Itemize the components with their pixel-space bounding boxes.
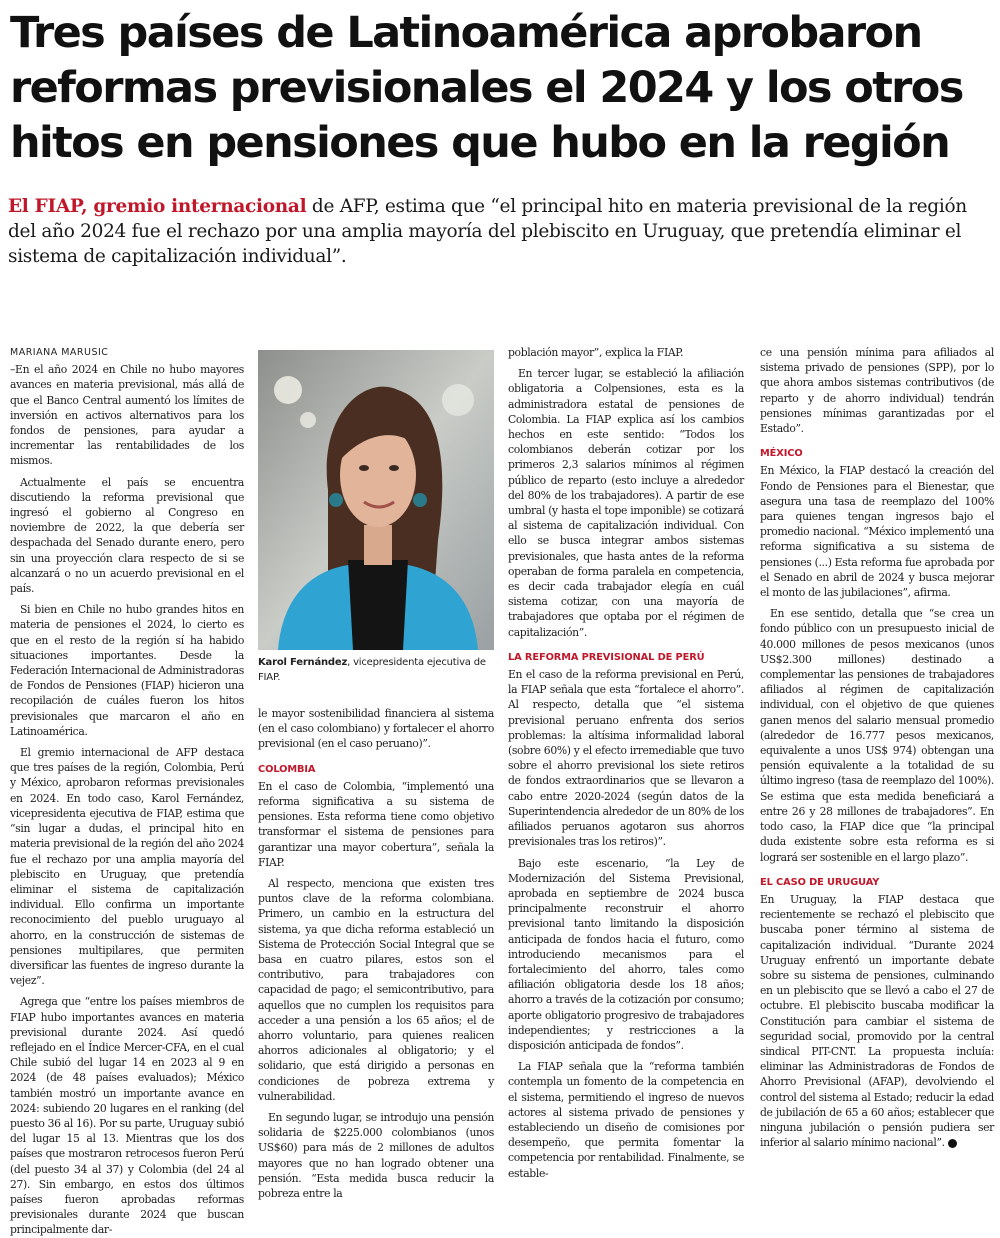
- headline: Tres países de Latinoamérica aprobaron reformas previsionales el 2024 y los otros hitos en pensiones que hubo en la región: [10, 8, 963, 168]
- end-mark-icon: [948, 1139, 957, 1148]
- paragraph: Bajo este escenario, “la Ley de Modernización del Sistema Previsional, aprobada en septiembre de 2024 busca principalmente reconstruir el ahorro previsional tanto limitando la disposición anticipada de fondos hacia el futuro, como introduciendo mecanismos para el fortalecimiento del ahorro, tales como afiliación obligatoria desde los 18 años; ahorro a través de la cotización por consumo; aporte obligatorio progresivo de trabajadores independientes; y restricciones a la disposición anticipada de fondos”.: [508, 856, 744, 1052]
- lead-highlight: El FIAP, gremio internacional: [8, 196, 307, 217]
- paragraph: población mayor”, explica la FIAP.: [508, 346, 684, 359]
- paragraph-text: En Uruguay, la FIAP destaca que recientemente se rechazó el plebiscito que buscaba poner término al sistema de capitalización individual. “Durante 2024 Uruguay enfrentó un importante debate sobre su sistema de pensiones, culminando en un plebiscito que se llevó a cabo el 27 de octubre. El plebiscito buscaba modificar la Constitución para cambiar el sistema de seguridad social, promovido por la central sindical PIT-CNT. La propuesta incluía: eliminar las Administradoras de Fondos de Ahorro Previsional (AFAP), devolviendo el control del sistema al Estado; reducir la edad de jubilación de 65 a 60 años; establecer que ninguna jubilación o pensión pudiera ser inferior al salario mínimo nacional”.: [760, 892, 994, 1150]
- portrait-illustration: [258, 350, 494, 650]
- subheading-uruguay: EL CASO DE URUGUAY: [760, 876, 880, 888]
- lead-text: de AFP, estima que “el principal hito en materia previsional de la región del año 2024 fue el rechazo por una amplia mayoría del plebiscito en Uruguay, que pretendía eliminar el sistema de capitalización individual”.: [8, 196, 967, 267]
- column-3: [508, 345, 744, 1180]
- paragraph: En segundo lugar, se introdujo una pensión solidaria de $225.000 colombianos (unos US$60) para más de 2 millones de adultos mayores que no han logrado obtener una pensión. “Esta medida busca reducir la pobreza entre la: [258, 1111, 494, 1201]
- paragraph: En tercer lugar, se estableció la afiliación obligatoria a Colpensiones, esta es la administradora estatal de pensiones de Colombia. La FIAP explica así los cambios hechos en este sentido: “Todos los colombianos deberán cotizar por los primeros 2,3 salarios mínimos al régimen público de reparto (esto incluye a alrededor del 80% de los trabajadores). A partir de ese umbral (y hasta el tope imponible) se cotizará al sistema de capitalización individual. Con ello se busca integrar ambos sistemas previsionales, que hasta antes de la reforma operaban de forma paralela en competencia, es decir cada trabajador elegía en cuál sistema cotizar, con una mayoría de trabajadores que optaba por el régimen de capitalización”.: [508, 367, 744, 639]
- subheading-colombia: COLOMBIA: [258, 763, 316, 775]
- paragraph: El gremio internacional de AFP destaca que tres países de la región, Colombia, Perú y México, aprobaron reformas previsionales en 2024. En todo caso, Karol Fernández, vicepresidenta ejecutiva de FIAP, estima que “sin lugar a dudas, el principal hito en materia previsional de la región del año 2024 fue el rechazo por una amplia mayoría del plebiscito en Uruguay, que pretendía eliminar el sistema de capitalización individual. Ello confirma un importante reconocimiento del pueblo uruguayo al ahorro, en la construcción de sistemas de pensiones multipilares, que permiten diversificar las fuentes de ingreso durante la vejez”.: [10, 746, 244, 988]
- portrait-photo: [258, 350, 494, 650]
- byline: MARIANA MARUSIC: [10, 347, 109, 358]
- caption-name: Karol Fernández: [258, 657, 348, 668]
- paragraph: Actualmente el país se encuentra discutiendo la reforma previsional que ingresó el gobierno al Congreso en noviembre de 2022, la que debería ser despachada del Senado durante enero, pero sin una proyección clara respecto de si se alcanzará o no un acuerdo previsional en el país.: [10, 475, 244, 596]
- column-4: [760, 345, 994, 1165]
- paragraph: Agrega que “entre los países miembros de FIAP hubo importantes avances en materia previsional durante 2024. Así quedó reflejado en el Índice Mercer-CFA, en el cual Chile subió del lugar 14 en 2023 al 9 en 2024 (de 48 países evaluados); México también mostró un importante avance en 2024: subiendo 20 lugares en el ranking (del puesto 36 al 16). Por su parte, Uruguay subió del lugar 15 al 13. Mientras que los dos países que mostraron retrocesos fueron Perú (del puesto 34 al 37) y Colombia (del 24 al 27). Sin embargo, en estos dos últimos países fueron aprobadas reformas previsionales durante 2024 que buscan principalmente dar-: [10, 995, 244, 1237]
- paragraph: En ese sentido, detalla que “se crea un fondo público con un presupuesto inicial de 40.000 millones de pesos mexicanos (unos US$2.300 millones) destinado a complementar las pensiones de trabajadores afiliados al régimen de capitalización individual, con el objetivo de que quienes ganen menos del salario mensual promedio (alrededor de 16.777 pesos mexicanos, equivalente a unos US$ 974) obtengan una pensión equivalente a la totalidad de su último ingreso (tasa de reemplazo del 100%). Se estima que esta medida beneficiará a entre 26 y 28 millones de trabajadores”. En todo caso, la FIAP dice que “la principal duda existente sobre esta reforma es si logrará ser sostenible en el largo plazo”.: [760, 607, 994, 864]
- paragraph: ce una pensión mínima para afiliados al sistema privado de pensiones (SPP), por lo que ahora ambos sistemas contributivos (de reparto y de ahorro individual) tendrán pensiones mínimas garantizadas por el Estado”.: [760, 346, 994, 436]
- photo-caption: [258, 656, 494, 685]
- paragraph: Si bien en Chile no hubo grandes hitos en materia de pensiones el 2024, lo cierto es que en el resto de la región sí ha habido situaciones importantes. Desde la Federación Internacional de Administradoras de Fondos de Pensiones (FIAP) hicieron una recopilación de cuáles fueron los hitos previsionales que marcaron el año en Latinoamérica.: [10, 603, 244, 738]
- paragraph: [760, 892, 994, 1150]
- lead-paragraph: [8, 194, 993, 269]
- subheading-mexico: MÉXICO: [760, 448, 803, 460]
- paragraph: En México, la FIAP destacó la creación del Fondo de Pensiones para el Bienestar, que asegura una tasa de reemplazo del 100% para quienes tengan ingresos bajo el promedio nacional. “México implementó una reforma significativa a su sistema de pensiones (...) Esta reforma fue aprobada por el Senado en abril de 2024 y busca mejorar el monto de las jubilaciones”, afirma.: [760, 464, 994, 600]
- column-1: [10, 345, 244, 1237]
- paragraph: La FIAP señala que la “reforma también contempla un fomento de la competencia en el sistema, permitiendo el ingreso de nuevos actores al sistema privado de pensiones y estableciendo un diseño de comisiones por desempeño, que permita fomentar la competencia por rentabilidad. Finalmente, se estable-: [508, 1060, 744, 1180]
- paragraph: En el caso de la reforma previsional en Perú, la FIAP señala que esta “fortalece el ahorro”. Al respecto, detalla que “el sistema previsional peruano enfrenta dos serios problemas: la altísima informalidad laboral (sobre 60%) y el efecto irremediable que tuvo sobre el ahorro previsional los siete retiros de fondos extraordinarios que se llevaron a cabo entre 2020-2024 (según datos de la Superintendencia alrededor de un 80% de los afiliados peruanos agotaron sus ahorros previsionales tras los retiros)”.: [508, 668, 744, 849]
- subheading-peru: LA REFORMA PREVISIONAL DE PERÚ: [508, 651, 705, 663]
- paragraph: Al respecto, menciona que existen tres puntos clave de la reforma colombiana. Primero, un cambio en la estructura del sistema, ya que dicha reforma estableció un Sistema de Protección Social Integral que se basa en cuatro pilares, estos son el contributivo, para trabajadores con capacidad de pago; el semicontributivo, para aquellos que no cumplen los requisitos para acceder a una pensión a los 65 años; el de ahorro voluntario, para quienes realicen ahorros adicionales al obligatorio; y el solidario, que está dirigido a personas en condiciones de pobreza extrema y vulnerabilidad.: [258, 877, 494, 1103]
- column-2: [258, 706, 494, 1201]
- paragraph: En el caso de Colombia, “implementó una reforma significativa a su sistema de pensiones. Esta reforma tiene como objetivo transformar el sistema de pensiones para garantizar una mayor cobertura”, señala la FIAP.: [258, 779, 494, 869]
- paragraph: –En el año 2024 en Chile no hubo mayores avances en materia previsional, más allá de que el Banco Central aumentó los límites de inversión en activos alternativos para los fondos de pensiones, para ayudar a incrementar las rentabilidades de los mismos.: [10, 363, 244, 468]
- paragraph: le mayor sostenibilidad financiera al sistema (en el caso colombiano) y fortalecer el ahorro previsional (en el caso peruano)”.: [258, 707, 494, 751]
- caption-role: , vicepresidenta ejecutiva de FIAP.: [258, 657, 486, 683]
